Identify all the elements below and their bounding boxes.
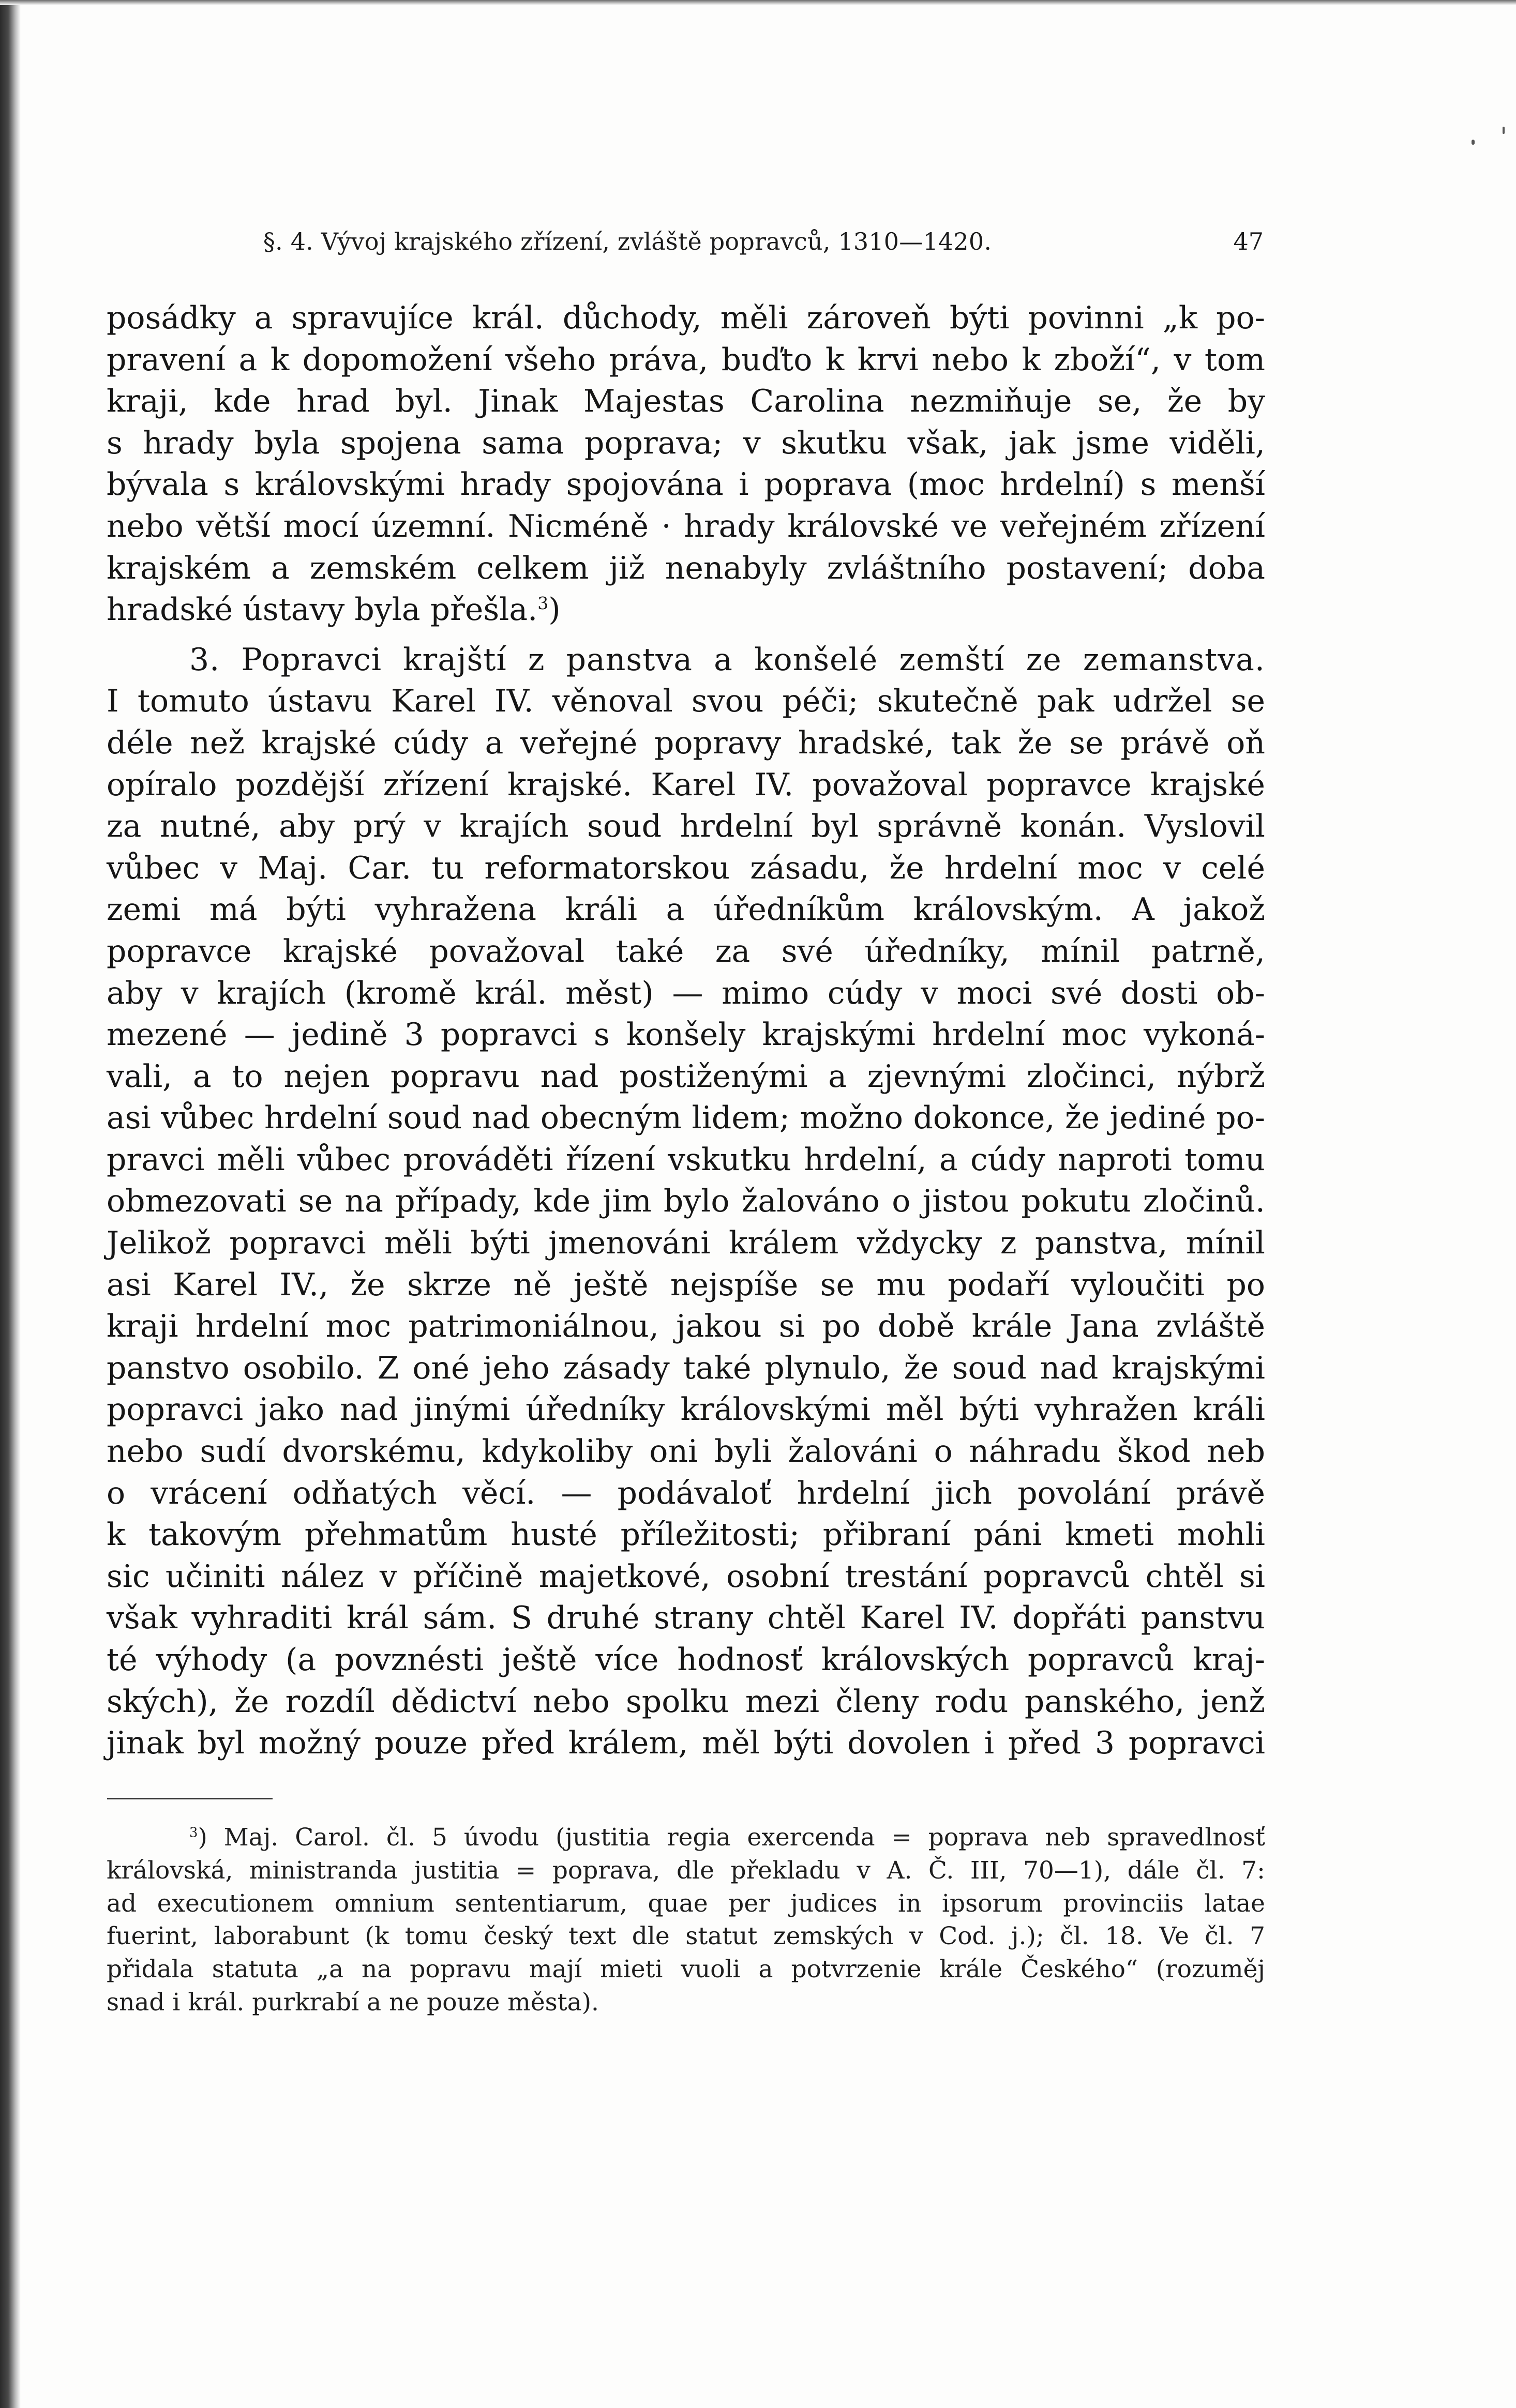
text-line: s hrady byla spojena sama poprava; v skutku však, jak jsme viděli,	[107, 425, 1265, 461]
text-line: aby v krajích (kromě král. měst) — mimo cúdy v moci své dosti ob-	[107, 975, 1265, 1011]
text-line: vali, a to nejen popravu nad postiženými a zjevnými zločinci, nýbrž	[107, 1058, 1265, 1095]
text-line: vůbec v Maj. Car. tu reformatorskou zásadu, že hrdelní moc v celé	[107, 850, 1265, 886]
footnote-line	[107, 1821, 1265, 1854]
footnote-marker	[189, 1825, 198, 1840]
page-number: 47	[1233, 228, 1264, 255]
main-text	[107, 297, 1265, 1764]
text-line: zemi má býti vyhražena králi a úředníkům královským. A jakož	[107, 891, 1265, 928]
footnote-line: královská, ministranda justitia = poprava, dle překladu v A. Č. III, 70—1), dále čl. 7:	[107, 1856, 1265, 1885]
text-line: panstvo osobilo. Z oné jeho zásady také plynulo, že soud nad krajskými	[107, 1350, 1265, 1386]
text-line: ských), že rozdíl dědictví nebo spolku mezi členy rodu panského, jenž	[107, 1683, 1265, 1720]
text-line: mezené — jedině 3 popravci s konšely krajskými hrdelní moc vykoná-	[107, 1017, 1265, 1053]
text-line: sic učiniti nález v příčině majetkové, osobní trestání popravců chtěl si	[107, 1558, 1265, 1595]
footnote-ref-number: 3	[537, 593, 549, 614]
text-line: opíralo pozdější zřízení krajské. Karel IV. považoval popravce krajské	[107, 766, 1265, 803]
footnote-ref-paren: )	[548, 592, 561, 628]
text-line: jinak byl možný pouze před králem, měl býti dovolen i před 3 popravci	[107, 1725, 1265, 1762]
scan-speck	[1472, 140, 1475, 145]
text-line: popravci jako nad jinými úředníky královskými měl býti vyhražen králi	[107, 1391, 1265, 1428]
paragraph-gap	[107, 631, 1265, 639]
text-line: kraji, kde hrad byl. Jinak Majestas Carolina nezmiňuje se, že by	[107, 383, 1265, 420]
text-line: posádky a spravujíce král. důchody, měli zároveň býti povinni „k po-	[107, 300, 1265, 336]
text-line	[107, 589, 1265, 631]
scan-speck	[1503, 127, 1505, 134]
text-line: za nutné, aby prý v krajích soud hrdelní byl správně konán. Vyslovil	[107, 808, 1265, 845]
footnote-marker-paren: )	[198, 1823, 207, 1852]
text-line: nebo větší mocí územní. Nicméně · hrady královské ve veřejném zřízení	[107, 508, 1265, 544]
text-line: o vrácení odňatých věcí. — podávaloť hrdelní jich povolání právě	[107, 1475, 1265, 1511]
footnote-line: ad executionem omnium sententiarum, quae per judices in ipsorum provinciis latae	[107, 1889, 1265, 1918]
text-line: však vyhraditi král sám. S druhé strany chtěl Karel IV. dopřáti panstvu	[107, 1600, 1265, 1637]
text-line: Jelikož popravci měli býti jmenováni králem vždycky z panstva, mínil	[107, 1225, 1265, 1262]
text-line: asi vůbec hrdelní soud nad obecným lidem; možno dokonce, že jediné po-	[107, 1100, 1265, 1137]
text-line: pravení a k dopomožení všeho práva, buďto k krvi nebo k zboží“, v tom	[107, 341, 1265, 378]
scan-top-edge	[0, 0, 1516, 5]
text-line: obmezovati se na případy, kde jim bylo žalováno o jistou pokutu zločinů.	[107, 1183, 1265, 1220]
binding-edge	[0, 0, 21, 2408]
footnote-divider	[107, 1798, 273, 1799]
text-line: kraji hrdelní moc patrimoniálnou, jakou si po době krále Jana zvláště	[107, 1308, 1265, 1345]
text-line: krajském a zemském celkem již nenabyly zvláštního postavení; doba	[107, 550, 1265, 586]
text-line: pravci měli vůbec prováděti řízení vskutku hrdelní, a cúdy naproti tomu	[107, 1141, 1265, 1178]
text-line: asi Karel IV., že skrze ně ještě nejspíše se mu podaří vyloučiti po	[107, 1266, 1265, 1303]
page-header	[110, 228, 1264, 264]
footnote-line: přidala statuta „a na popravu mají mieti vuoli a potvrzenie krále Českého“ (rozuměj	[107, 1955, 1265, 1984]
footnote-reference	[537, 593, 548, 613]
text-line-content: hradské ústavy byla přešla.	[107, 592, 538, 628]
running-head: §. 4. Vývoj krajského zřízení, zvláště popravců, 1310—1420.	[263, 228, 992, 255]
text-line: nebo sudí dvorskému, kdykoliby oni byli žalováni o náhradu škod neb	[107, 1433, 1265, 1470]
footnote-marker-number: 3	[189, 1825, 198, 1841]
text-line: déle než krajské cúdy a veřejné popravy hradské, tak že se právě oň	[107, 724, 1265, 761]
footnote-line-content: Maj. Carol. čl. 5 úvodu (justitia regia exercenda = poprava neb spravedlnosť	[207, 1823, 1265, 1852]
text-line: k takovým přehmatům husté příležitosti; přibraní páni kmeti mohli	[107, 1517, 1265, 1553]
footnotes	[107, 1821, 1265, 2019]
footnote-line: fuerint, laborabunt (k tomu český text dle statut zemských v Cod. j.); čl. 18. Ve čl. 7	[107, 1922, 1265, 1951]
text-line: bývala s královskými hrady spojována i poprava (moc hrdelní) s menší	[107, 466, 1265, 503]
text-line: I tomuto ústavu Karel IV. věnoval svou péči; skutečně pak udržel se	[107, 683, 1265, 720]
text-line: popravce krajské považoval také za své úředníky, mínil patrně,	[107, 933, 1265, 970]
text-line: té výhody (a povznésti ještě více hodnosť královských popravců kraj-	[107, 1642, 1265, 1678]
footnote-line: snad i král. purkrabí a ne pouze města).	[107, 1988, 599, 2017]
section-heading-line: 3. Popravci krajští z panstva a konšelé zemští ze zemanstva.	[189, 641, 1265, 678]
